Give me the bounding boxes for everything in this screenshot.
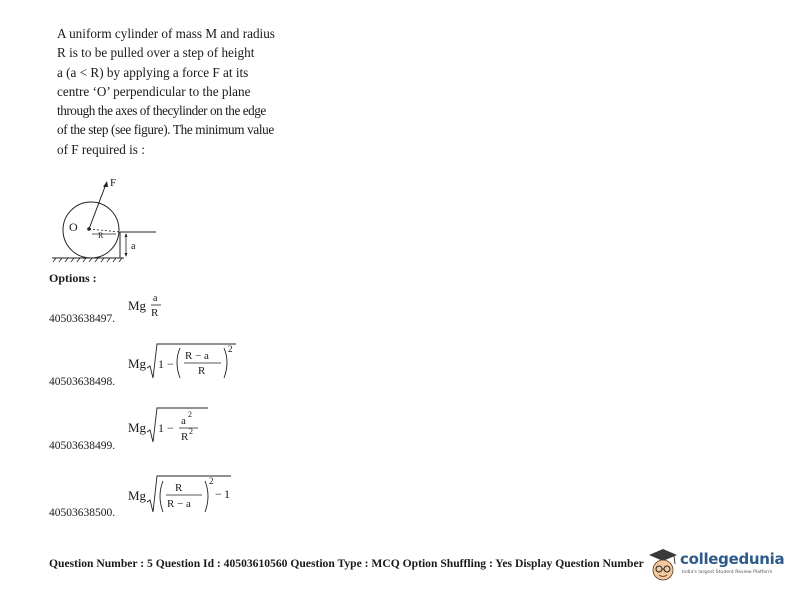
numerator-r: R [175, 482, 183, 494]
centre-label: O [69, 220, 78, 234]
right-paren [224, 348, 227, 378]
logo-tagline: India's largest Student Review Platform [682, 570, 773, 575]
logo-wordmark: collegedunia [680, 550, 785, 568]
denominator-r: R [151, 307, 159, 319]
question-line: centre ‘O’ perpendicular to the plane [57, 83, 251, 99]
option-formula[interactable] [118, 290, 178, 330]
sqrt-sign [147, 408, 208, 442]
option-id: 40503638497. [49, 313, 116, 325]
option-id: 40503638498. [49, 376, 116, 388]
collegedunia-logo [646, 546, 792, 586]
numerator-a: a [153, 293, 158, 304]
graduate-mascot-icon [646, 546, 680, 586]
height-arrow-down [125, 253, 128, 257]
formula-prefix: Mg [128, 420, 147, 435]
options-label: Options : [49, 271, 97, 285]
question-line: of F required is : [57, 141, 145, 157]
question-meta-footer: Question Number : 5 Question Id : 40503610560 Question Type : MCQ Option Shuffling : Yes Display Question Number [49, 557, 644, 570]
option-id: 40503638500. [49, 507, 116, 519]
exponent-2: 2 [209, 476, 214, 486]
exponent-2: 2 [188, 410, 192, 419]
right-paren [205, 481, 208, 512]
force-arrow [89, 184, 106, 229]
formula-prefix: Mg [128, 298, 147, 313]
ground-hatch [53, 258, 122, 262]
question-text [57, 24, 302, 159]
question-line: through the axes of thecylinder on the edge [57, 103, 266, 119]
radius-line [89, 229, 120, 232]
question-line: a (a < R) by applying a force F at its [57, 64, 249, 80]
question-line: of the step (see figure). The minimum value [57, 122, 274, 138]
cylinder-step-figure [48, 170, 173, 266]
one: 1 [158, 421, 164, 435]
option-formula[interactable] [118, 402, 218, 450]
numerator-a: a [181, 415, 186, 427]
denominator-r-minus-a: R − a [167, 498, 191, 510]
minus: − [167, 421, 174, 435]
formula-prefix: Mg [128, 488, 147, 503]
option-formula[interactable] [118, 470, 243, 518]
height-arrow-up [125, 233, 128, 237]
numerator-r-minus-a: R − a [185, 350, 209, 362]
formula-prefix: Mg [128, 356, 147, 371]
exponent-2: 2 [189, 427, 193, 436]
force-label: F [110, 177, 117, 189]
question-line: A uniform cylinder of mass M and radius [57, 26, 275, 41]
radius-label: R [98, 231, 104, 240]
one: 1 [158, 357, 164, 371]
exponent-2: 2 [228, 344, 233, 354]
minus: − [167, 357, 174, 371]
height-label: a [131, 241, 136, 252]
force-arrowhead [103, 181, 108, 187]
left-paren [160, 481, 163, 512]
denominator-r: R [198, 365, 206, 377]
option-formula[interactable] [118, 338, 243, 386]
left-paren [177, 348, 180, 378]
option-id: 40503638499. [49, 440, 116, 452]
minus: − [215, 487, 222, 501]
question-line: R is to be pulled over a step of height [57, 45, 255, 61]
denominator-r: R [181, 431, 189, 443]
one: 1 [224, 487, 230, 501]
